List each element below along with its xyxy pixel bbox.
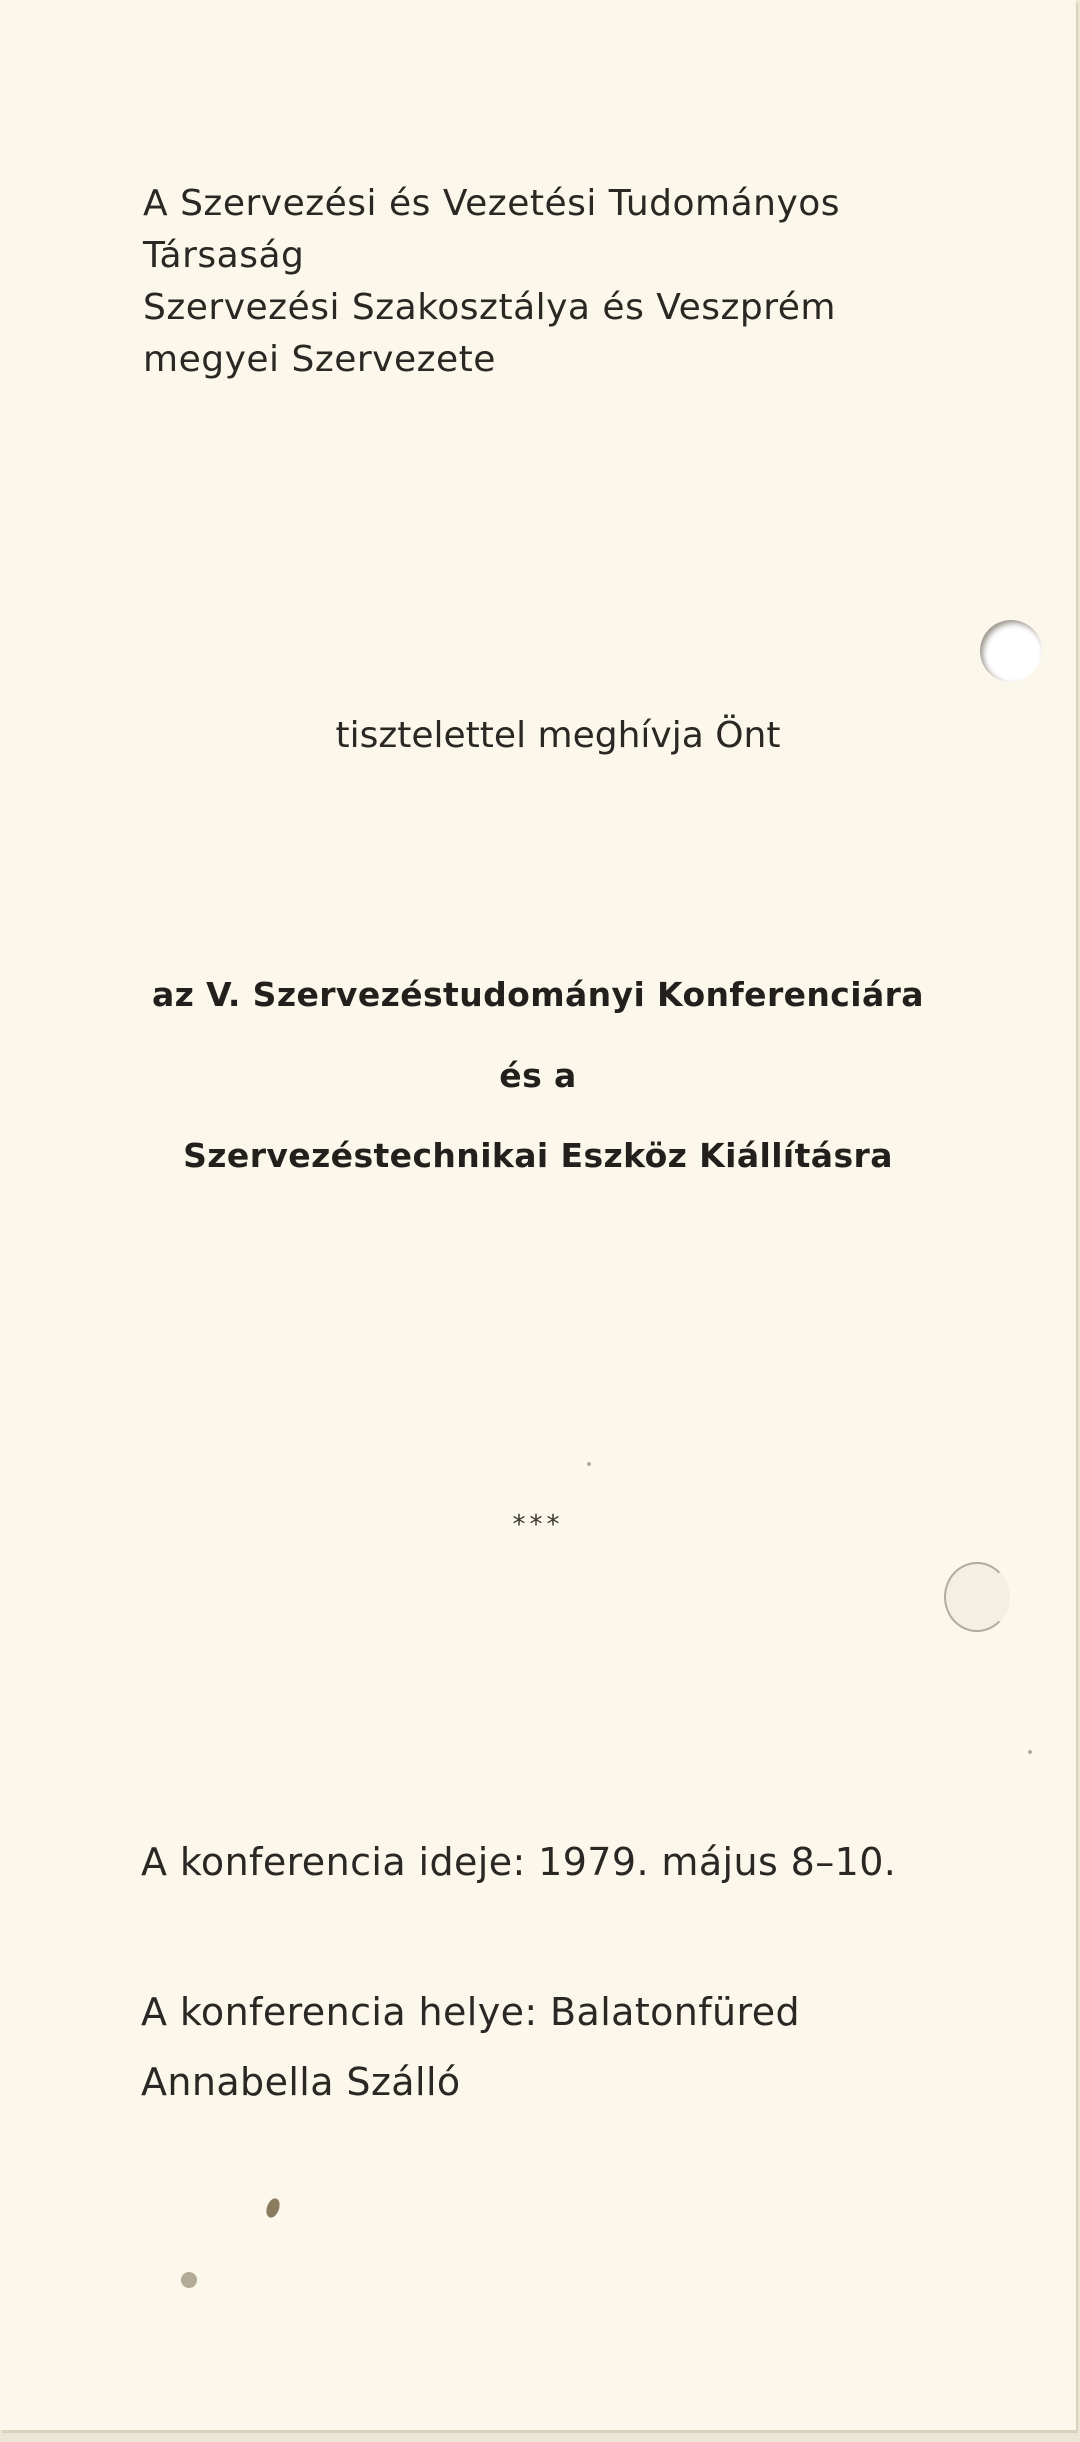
- paper-stain: [181, 2272, 197, 2288]
- organizer-line: Szervezési Szakosztálya és Veszprém: [143, 287, 836, 328]
- paper-speck: [587, 1462, 591, 1466]
- event-title-line-1: az V. Szervezéstudományi Konferenciára: [152, 975, 924, 1014]
- conference-date: A konferencia ideje: 1979. május 8–10.: [141, 1840, 897, 1884]
- event-title-line-3: Szervezéstechnikai Eszköz Kiállításra: [183, 1136, 893, 1175]
- organizer-block: [143, 178, 840, 386]
- conference-place: A konferencia helye: Balatonfüred: [141, 1990, 801, 2034]
- organizer-line: A Szervezési és Vezetési Tudományos: [143, 183, 841, 224]
- organizer-line: Társaság: [143, 235, 305, 276]
- conference-venue: Annabella Szálló: [141, 2060, 461, 2104]
- organizer-line: megyei Szervezete: [143, 339, 496, 380]
- separator-stars: ***: [512, 1510, 564, 1540]
- punch-hole-icon: [980, 620, 1042, 682]
- event-title-line-2: és a: [499, 1056, 577, 1095]
- invitation-text: tisztelettel meghívja Önt: [335, 715, 781, 756]
- punch-hole-icon: [944, 1562, 1010, 1632]
- paper-stain: [264, 2197, 282, 2220]
- paper-speck: [1028, 1750, 1032, 1754]
